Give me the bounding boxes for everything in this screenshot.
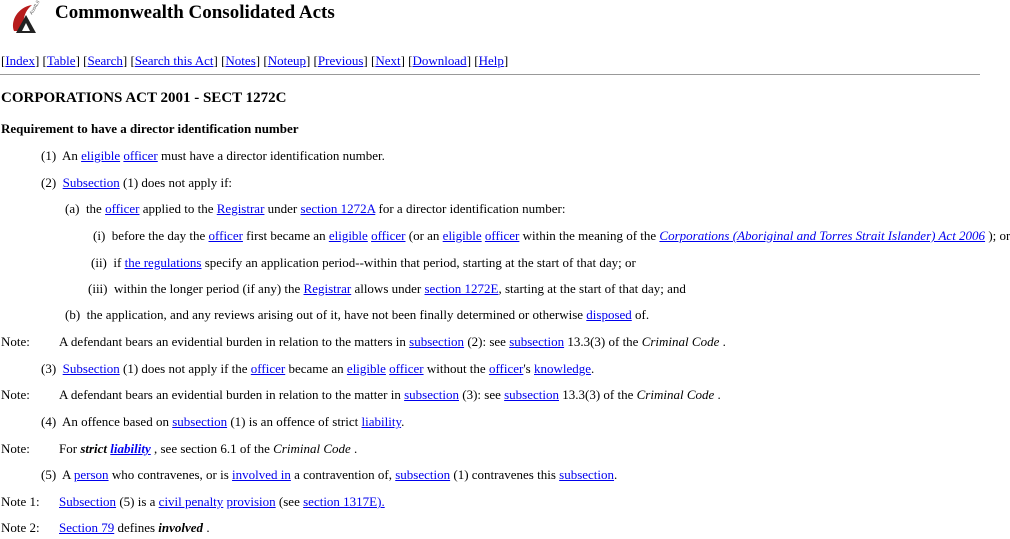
link-subsection[interactable]: Subsection: [62, 361, 120, 376]
link-subsection[interactable]: subsection: [172, 414, 228, 429]
nav-bar: [Index] [Table] [Search] [Search this Act] [Notes] [Noteup] [Previous] [Next] [Download] [Help]: [1, 53, 509, 68]
nav-notes[interactable]: Notes: [225, 53, 256, 68]
link-officer[interactable]: officer: [488, 361, 524, 376]
link-subsection[interactable]: subsection: [395, 467, 451, 482]
link-eligible[interactable]: eligible: [328, 228, 368, 243]
link-subsection[interactable]: subsection: [404, 387, 459, 402]
link-officer[interactable]: officer: [123, 148, 158, 163]
subparagraph-2ai: (i) before the day the officer first became an eligible officer (or an eligible officer within the meaning of the Corporations (Aboriginal and Torres Strait Islander) Act 2006 ); or: [93, 228, 1010, 243]
paragraph-2b: (b) the application, and any reviews arising out of it, have not been finally determined or otherwise disposed of.: [65, 307, 650, 322]
link-section-1272a[interactable]: section 1272A: [300, 201, 376, 216]
link-officer[interactable]: officer: [250, 361, 286, 376]
link-eligible[interactable]: eligible: [442, 228, 482, 243]
link-officer[interactable]: officer: [389, 361, 424, 376]
logo-text: AustLII: [28, 0, 42, 17]
link-subsection[interactable]: subsection: [509, 334, 565, 349]
link-knowledge[interactable]: knowledge: [534, 361, 592, 376]
divider: [0, 74, 980, 75]
note-label: Note 1:: [1, 494, 40, 509]
nav-search[interactable]: Search: [87, 53, 123, 68]
note-3: For strict liability , see section 6.1 of the Criminal Code .: [59, 441, 358, 456]
link-section-1317e[interactable]: section 1317E).: [303, 494, 385, 509]
link-officer[interactable]: officer: [371, 228, 406, 243]
link-section-1272e[interactable]: section 1272E: [424, 281, 499, 296]
link-officer[interactable]: officer: [484, 228, 520, 243]
nav-previous[interactable]: Previous: [317, 53, 364, 68]
link-civil-penalty[interactable]: civil penalty: [158, 494, 224, 509]
nav-noteup[interactable]: Noteup: [267, 53, 306, 68]
subsection-4: (4) An offence based on subsection (1) is an offence of strict liability.: [41, 414, 405, 429]
link-section-79[interactable]: Section 79: [59, 520, 115, 535]
link-liability[interactable]: liability: [110, 441, 151, 456]
subsection-3: (3) Subsection (1) does not apply if the officer became an eligible officer without the officer's knowledge.: [41, 361, 595, 376]
austlii-logo: [6, 1, 46, 37]
nav-index[interactable]: Index: [5, 53, 35, 68]
note-label: Note:: [1, 387, 30, 402]
link-subsection[interactable]: Subsection: [59, 494, 117, 509]
link-person[interactable]: person: [73, 467, 109, 482]
paragraph-2a: (a) the officer applied to the Registrar under section 1272A for a director identification number:: [65, 201, 566, 216]
link-eligible[interactable]: eligible: [81, 148, 121, 163]
link-involved-in[interactable]: involved in: [232, 467, 291, 482]
site-title: Commonwealth Consolidated Acts: [55, 2, 335, 23]
subsection-2: (2) Subsection (1) does not apply if:: [41, 175, 233, 190]
section-heading: Requirement to have a director identification number: [1, 121, 299, 136]
nav-download[interactable]: Download: [412, 53, 467, 68]
nav-search-this-act[interactable]: Search this Act: [134, 53, 214, 68]
link-subsection[interactable]: subsection: [409, 334, 465, 349]
link-provision[interactable]: provision: [226, 494, 276, 509]
link-registrar[interactable]: Registrar: [216, 201, 265, 216]
nav-table[interactable]: Table: [46, 53, 76, 68]
link-liability[interactable]: liability: [361, 414, 402, 429]
link-eligible[interactable]: eligible: [346, 361, 386, 376]
link-subsection[interactable]: subsection: [504, 387, 560, 402]
link-subsection[interactable]: Subsection: [62, 175, 120, 190]
link-officer[interactable]: officer: [105, 201, 140, 216]
note-1: A defendant bears an evidential burden in relation to the matters in subsection (2): see subsection 13.3(3) of the Criminal Code .: [59, 334, 726, 349]
note-label: Note:: [1, 441, 30, 456]
note-label: Note 2:: [1, 520, 40, 535]
link-the-regulations[interactable]: the regulations: [124, 255, 202, 270]
note-5: Section 79 defines involved .: [59, 520, 210, 535]
link-registrar[interactable]: Registrar: [303, 281, 352, 296]
nav-help[interactable]: Help: [478, 53, 504, 68]
act-title: CORPORATIONS ACT 2001 - SECT 1272C: [1, 90, 287, 106]
link-catsi-act[interactable]: Corporations (Aboriginal and Torres Strait Islander) Act 2006: [659, 228, 986, 243]
note-4: Subsection (5) is a civil penalty provision (see section 1317E).: [59, 494, 385, 509]
link-subsection[interactable]: subsection: [559, 467, 615, 482]
subsection-1: (1) An eligible officer must have a director identification number.: [41, 148, 385, 163]
note-label: Note:: [1, 334, 30, 349]
subparagraph-2aiii: (iii) within the longer period (if any) the Registrar allows under section 1272E, starting at the start of that day; and: [88, 281, 686, 296]
nav-next[interactable]: Next: [375, 53, 401, 68]
link-disposed[interactable]: disposed: [586, 307, 632, 322]
link-officer[interactable]: officer: [208, 228, 243, 243]
subparagraph-2aii: (ii) if the regulations specify an application period--within that period, starting at the start of that day; or: [91, 255, 636, 270]
note-2: A defendant bears an evidential burden in relation to the matter in subsection (3): see subsection 13.3(3) of the Criminal Code .: [59, 387, 721, 402]
subsection-5: (5) A person who contravenes, or is involved in a contravention of, subsection (1) contravenes this subsection.: [41, 467, 618, 482]
